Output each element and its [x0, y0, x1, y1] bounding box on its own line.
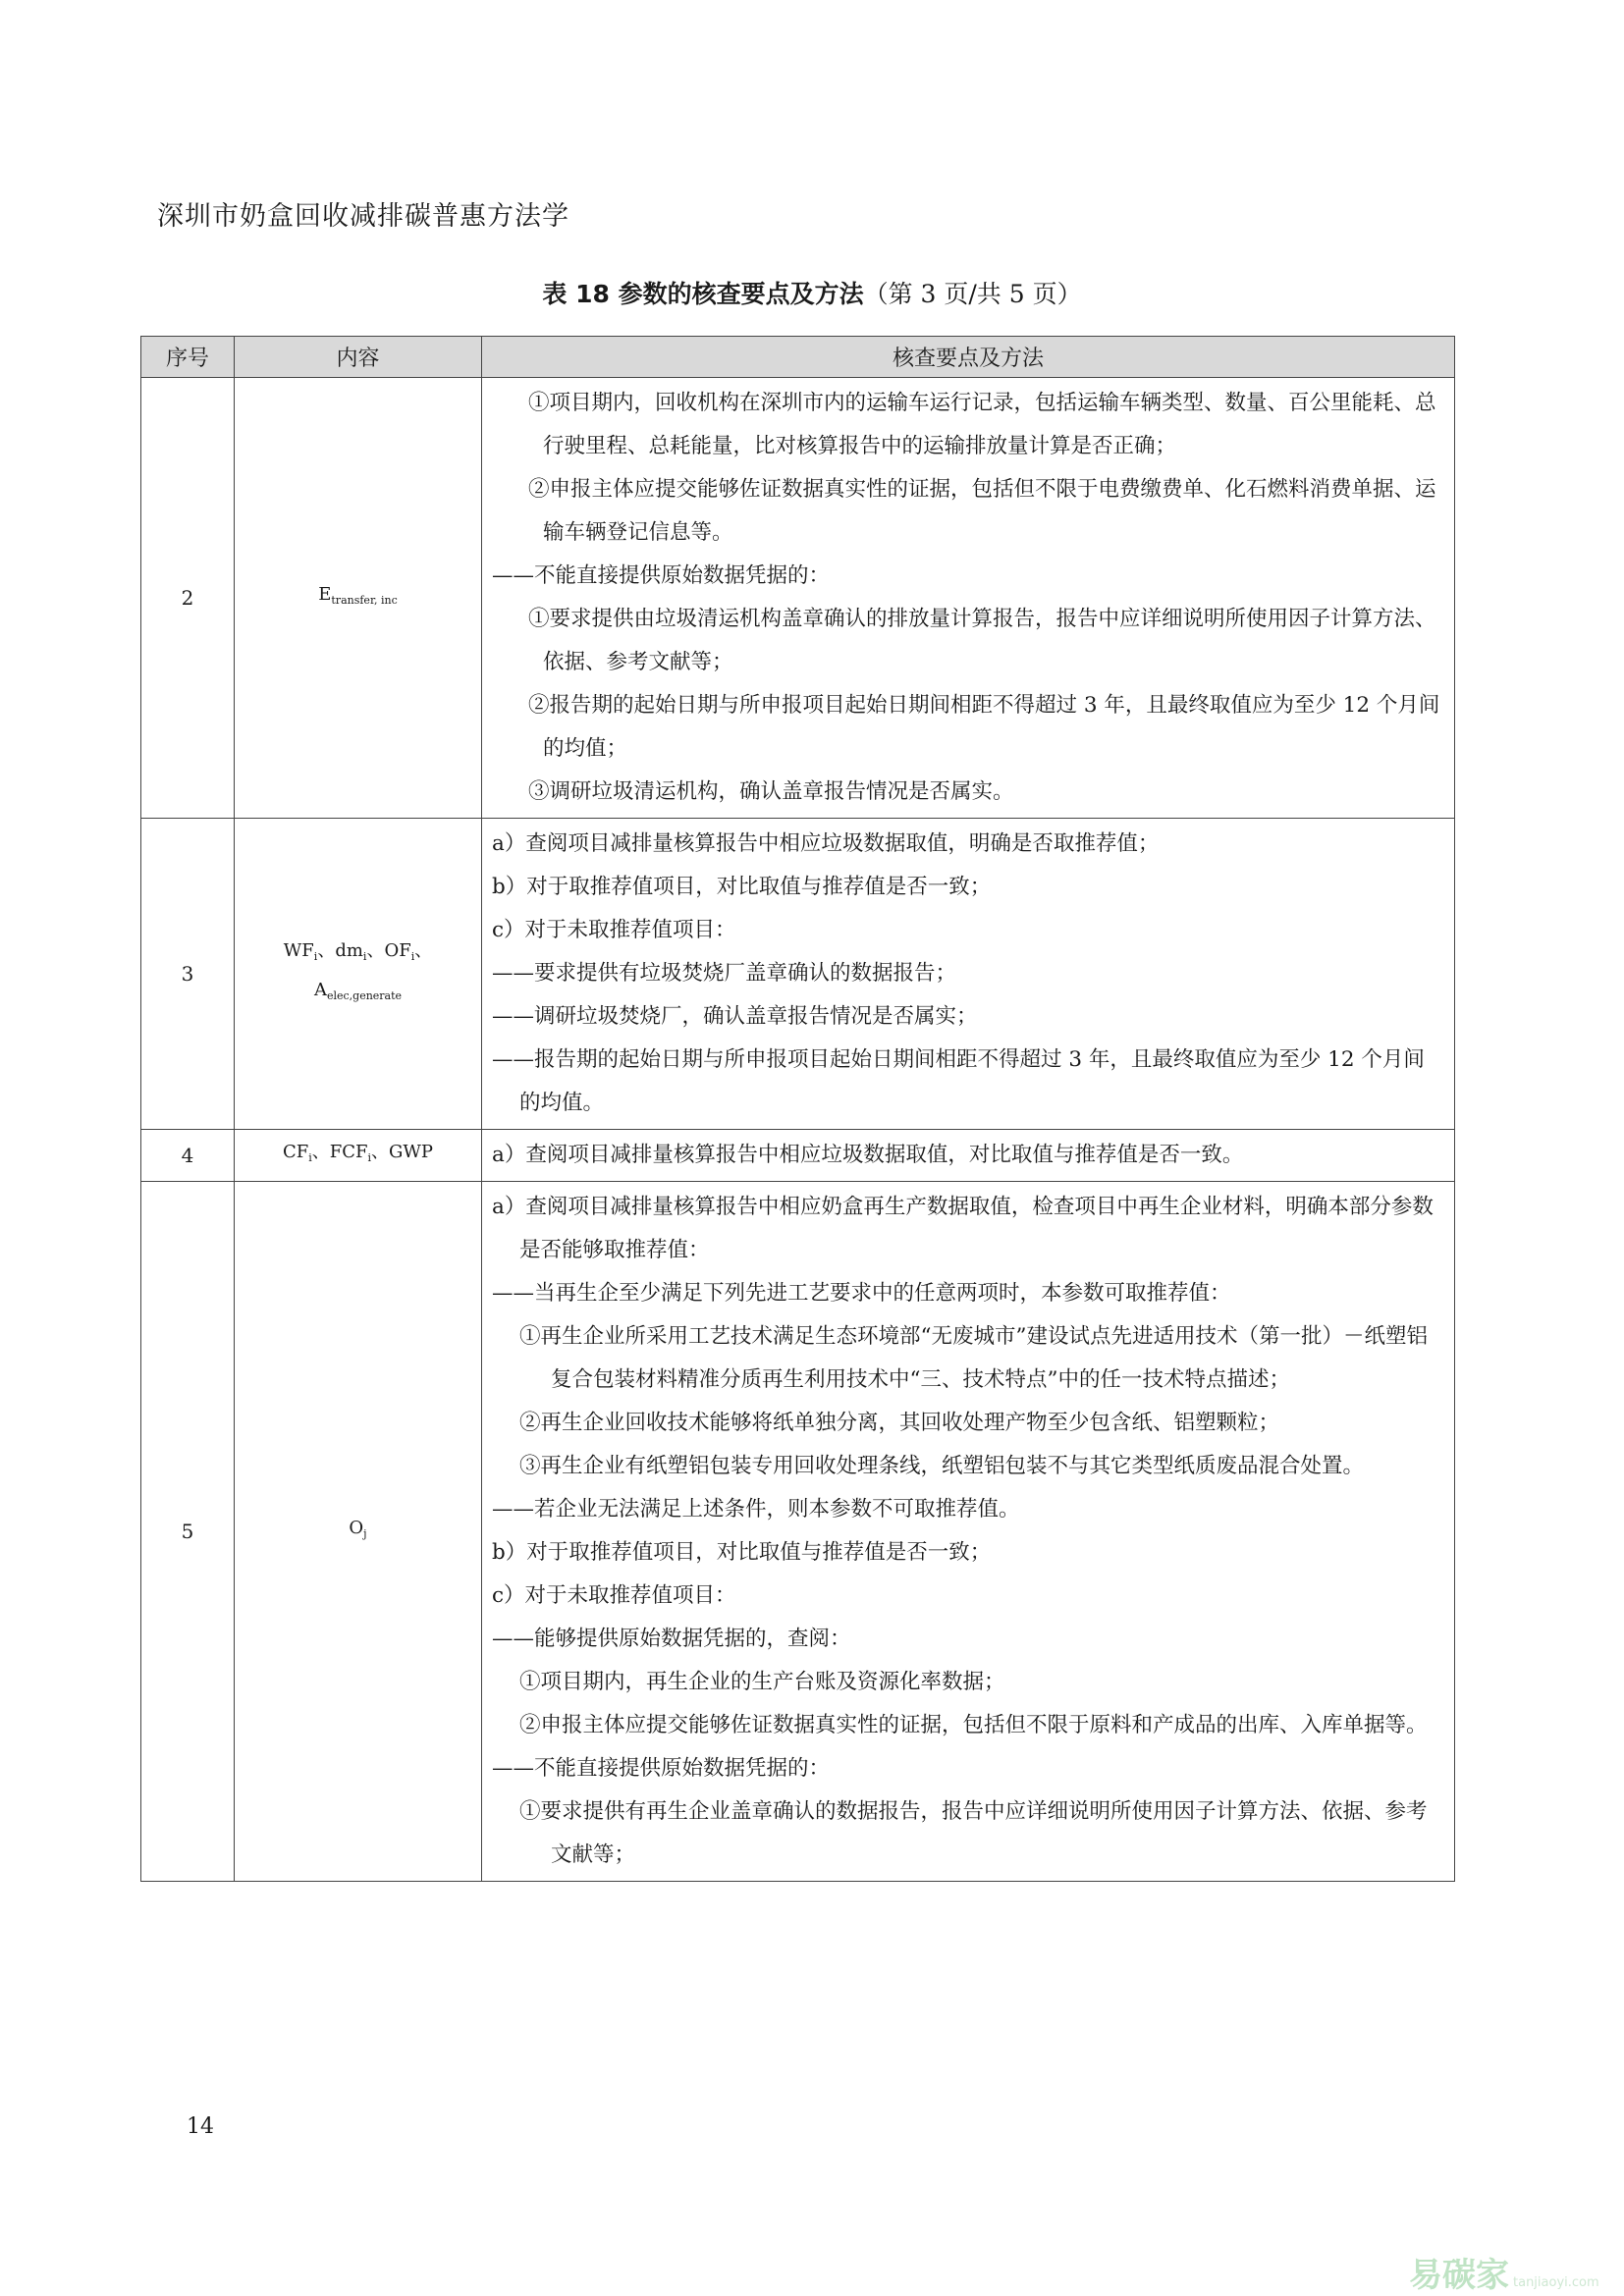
parameter-symbol: FCF — [329, 1142, 368, 1162]
method-line: ——要求提供有垃圾焚烧厂盖章确认的数据报告； — [492, 961, 957, 986]
row-method-cell — [482, 819, 1455, 1130]
row-method-cell — [482, 1130, 1455, 1182]
table-row — [141, 1130, 1455, 1182]
parameter-subscript: transfer, inc — [331, 594, 398, 607]
method-line: ——调研垃圾焚烧厂，确认盖章报告情况是否属实； — [492, 1004, 978, 1029]
method-line: ②报告期的起始日期与所申报项目起始日期间相距不得超过 3 年，且最终取值应为至少 12 个月间的均值； — [528, 693, 1440, 761]
parameter-subscript: j — [363, 1527, 367, 1540]
table-caption-main: 表 18 参数的核查要点及方法 — [542, 280, 864, 308]
watermark-domain: tanjiaoyi.com — [1513, 2275, 1599, 2290]
row-method-cell — [482, 378, 1455, 819]
method-line: ——报告期的起始日期与所申报项目起始日期间相距不得超过 3 年，且最终取值应为至少 12 个月间的均值。 — [492, 1047, 1425, 1115]
table-caption — [0, 275, 1624, 310]
method-line: ——当再生企至少满足下列先进工艺要求中的任意两项时，本参数可取推荐值： — [492, 1281, 1231, 1306]
table-row — [141, 378, 1455, 819]
row-seq-cell: 3 — [141, 819, 235, 1130]
row-method-cell — [482, 1182, 1455, 1882]
column-header-content: 内容 — [235, 337, 482, 378]
method-line: c）对于未取推荐值项目： — [492, 1583, 736, 1608]
symbol-separator: 、 — [311, 1142, 330, 1162]
method-line: ①要求提供由垃圾清运机构盖章确认的排放量计算报告，报告中应详细说明所使用因子计算方法、依据、参考文献等； — [528, 607, 1436, 674]
method-line: ③调研垃圾清运机构，确认盖章报告情况是否属实。 — [528, 779, 1014, 804]
symbol-separator: 、 — [371, 1142, 390, 1162]
row-seq-cell: 2 — [141, 378, 235, 819]
parameter-symbol: O — [349, 1518, 364, 1538]
parameter-symbol: E — [318, 584, 332, 605]
row-content-cell — [235, 1182, 482, 1882]
method-line: ①要求提供有再生企业盖章确认的数据报告，报告中应详细说明所使用因子计算方法、依据、参考文献等； — [519, 1799, 1428, 1867]
table-caption-page-range: （第 3 页/共 5 页） — [863, 280, 1082, 308]
method-line: a）查阅项目减排量核算报告中相应垃圾数据取值，明确是否取推荐值； — [492, 831, 1160, 856]
method-line: a）查阅项目减排量核算报告中相应奶盒再生产数据取值，检查项目中再生企业材料，明确本部分参数是否能够取推荐值： — [492, 1195, 1434, 1262]
method-line: a）查阅项目减排量核算报告中相应垃圾数据取值，对比取值与推荐值是否一致。 — [492, 1143, 1244, 1167]
page-number: 14 — [187, 2114, 214, 2139]
method-line: ①项目期内，再生企业的生产台账及资源化率数据； — [519, 1670, 1005, 1694]
parameter-subscript: i — [410, 950, 415, 963]
row-content-cell — [235, 378, 482, 819]
parameter-subscript: elec,generate — [326, 989, 403, 1002]
parameter-subscript: i — [367, 1151, 372, 1164]
row-content-cell — [235, 1130, 482, 1182]
parameter-symbol: dm — [335, 940, 363, 961]
row-seq-cell: 4 — [141, 1130, 235, 1182]
method-line: b）对于取推荐值项目，对比取值与推荐值是否一致； — [492, 1540, 992, 1565]
method-line: ①再生企业所采用工艺技术满足生态环境部“无废城市”建设试点先进适用技术（第一批）－纸塑铝复合包装材料精准分质再生利用技术中“三、技术特点”中的任一技术特点描述； — [519, 1324, 1428, 1392]
method-line: ——不能直接提供原始数据凭据的： — [492, 1756, 831, 1781]
parameter-symbol: GWP — [389, 1142, 434, 1162]
method-line: ——若企业无法满足上述条件，则本参数不可取推荐值。 — [492, 1497, 1020, 1522]
row-content-cell — [235, 819, 482, 1130]
method-line: ③再生企业有纸塑铝包装专用回收处理条线，纸塑铝包装不与其它类型纸质废品混合处置。 — [519, 1454, 1365, 1478]
method-line: ②申报主体应提交能够佐证数据真实性的证据，包括但不限于电费缴费单、化石燃料消费单据、运输车辆登记信息等。 — [528, 477, 1436, 545]
symbol-separator: 、 — [414, 940, 433, 961]
table-header-row — [141, 337, 1455, 378]
watermark-text: 易碳家 — [1409, 2256, 1509, 2295]
parameter-symbol: WF — [283, 940, 314, 961]
method-line: ①项目期内，回收机构在深圳市内的运输车运行记录，包括运输车辆类型、数量、百公里能耗、总行驶里程、总耗能量，比对核算报告中的运输排放量计算是否正确； — [528, 391, 1436, 458]
method-line: ——能够提供原始数据凭据的，查阅： — [492, 1627, 851, 1651]
parameter-symbol: CF — [282, 1142, 309, 1162]
parameter-symbol: OF — [384, 940, 411, 961]
parameter-subscript: i — [308, 1151, 312, 1164]
method-line: ②申报主体应提交能够佐证数据真实性的证据，包括但不限于原料和产成品的出库、入库单据等。 — [519, 1713, 1428, 1737]
parameter-symbol: A — [313, 980, 327, 1000]
document-header-title: 深圳市奶盒回收减排碳普惠方法学 — [157, 201, 569, 232]
parameter-subscript: i — [362, 950, 367, 963]
method-line: b）对于取推荐值项目，对比取值与推荐值是否一致； — [492, 875, 992, 899]
watermark-logo — [1409, 2248, 1599, 2296]
row-seq-cell: 5 — [141, 1182, 235, 1882]
symbol-separator: 、 — [366, 940, 385, 961]
parameter-check-table — [140, 336, 1455, 1882]
method-line: c）对于未取推荐值项目： — [492, 918, 736, 942]
parameter-subscript: i — [313, 950, 318, 963]
method-line: ——不能直接提供原始数据凭据的： — [492, 563, 831, 588]
symbol-separator: 、 — [317, 940, 336, 961]
table-row — [141, 1182, 1455, 1882]
table-row — [141, 819, 1455, 1130]
method-line: ②再生企业回收技术能够将纸单独分离，其回收处理产物至少包含纸、铝塑颗粒； — [519, 1411, 1280, 1435]
column-header-method: 核查要点及方法 — [482, 337, 1455, 378]
column-header-seq: 序号 — [141, 337, 235, 378]
